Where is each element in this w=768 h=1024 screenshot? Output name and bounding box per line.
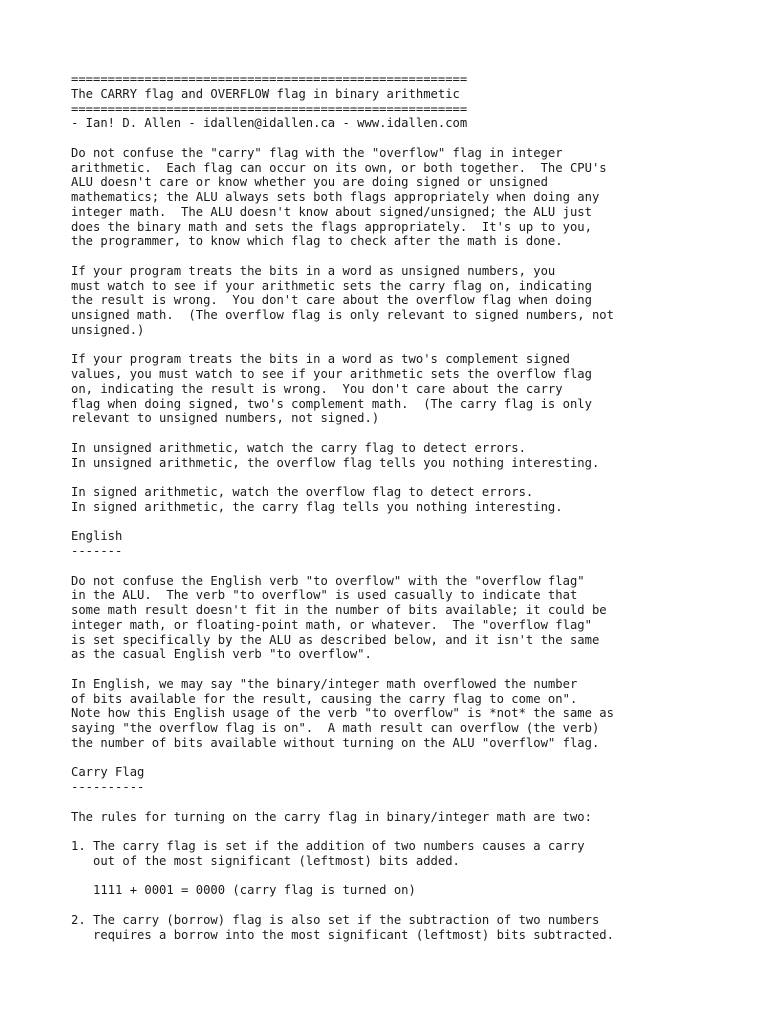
paragraph-line: some math result doesn't fit in the number of bits available; it could be — [71, 603, 607, 617]
list-item-line: 2. The carry (borrow) flag is also set if the subtraction of two numbers — [71, 912, 600, 927]
paragraph-line: arithmetic. Each flag can occur on its own, or both together. The CPU's — [71, 160, 607, 175]
paragraph-line: as the casual English verb "to overflow". — [71, 647, 372, 662]
blank-line — [71, 751, 751, 766]
paragraph-line: the result is wrong. You don't care about the overflow flag when doing — [71, 293, 592, 308]
paragraph-line: integer math, or floating-point math, or whatever. The "overflow flag" — [71, 617, 592, 632]
blank-line — [71, 131, 751, 146]
section-underline: ------- — [71, 544, 123, 558]
paragraph-line: is set specifically by the ALU as described below, and it isn't the same — [71, 632, 600, 647]
paragraph-line: If your program treats the bits in a word as two's complement signed — [71, 352, 570, 367]
paragraph-line: of bits available for the result, causing the carry flag to come on". — [71, 691, 578, 706]
paragraph-line: relevant to unsigned numbers, not signed.) — [71, 411, 380, 426]
paragraph-line: mathematics; the ALU always sets both flags appropriately when doing any — [71, 190, 600, 204]
summary-line: In signed arithmetic, watch the overflow flag to detect errors. — [71, 485, 534, 499]
blank-line — [71, 338, 751, 353]
paragraph-line: In English, we may say "the binary/integer math overflowed the number — [71, 676, 578, 691]
blank-line — [71, 824, 751, 839]
paragraph-line: ALU doesn't care or know whether you are doing signed or unsigned — [71, 175, 548, 190]
blank-line — [71, 470, 751, 485]
paragraph-line: unsigned.) — [71, 322, 145, 337]
paragraph-line: If your program treats the bits in a word as unsigned numbers, you — [71, 263, 556, 278]
list-item-line: requires a borrow into the most significant (leftmost) bits subtracted. — [71, 927, 614, 942]
paragraph-line: Do not confuse the "carry" flag with the "overflow" flag in integer — [71, 145, 563, 160]
paragraph-line: Do not confuse the English verb "to overflow" with the "overflow flag" — [71, 573, 585, 588]
document-page — [71, 72, 751, 942]
blank-line — [71, 662, 751, 677]
paragraph-line: in the ALU. The verb "to overflow" is used casually to indicate that — [71, 588, 578, 603]
summary-line: In unsigned arithmetic, the overflow flag tells you nothing interesting. — [71, 455, 600, 470]
section-heading-english: English — [71, 529, 123, 544]
blank-line — [71, 898, 751, 913]
paragraph-line: unsigned math. (The overflow flag is only relevant to signed numbers, not — [71, 308, 614, 322]
list-item-line: 1. The carry flag is set if the addition of two numbers causes a carry — [71, 839, 585, 853]
paragraph-line: the programmer, to know which flag to check after the math is done. — [71, 234, 563, 249]
blank-line — [71, 515, 751, 530]
summary-line: In signed arithmetic, the carry flag tells you nothing interesting. — [71, 499, 563, 514]
summary-line: In unsigned arithmetic, watch the carry flag to detect errors. — [71, 440, 526, 455]
paragraph-line: must watch to see if your arithmetic sets the carry flag on, indicating — [71, 278, 592, 293]
example-line: 1111 + 0001 = 0000 (carry flag is turned on) — [71, 883, 416, 898]
title-rule-top: ====================================================== — [71, 72, 468, 86]
document-title: The CARRY flag and OVERFLOW flag in binary arithmetic — [71, 86, 460, 101]
paragraph-line: flag when doing signed, two's complement math. (The carry flag is only — [71, 396, 592, 411]
blank-line — [71, 869, 751, 884]
list-item-line: out of the most significant (leftmost) bits added. — [71, 853, 460, 868]
paragraph-line: on, indicating the result is wrong. You don't care about the carry — [71, 381, 563, 396]
blank-line — [71, 559, 751, 574]
paragraph-line: saying "the overflow flag is on". A math result can overflow (the verb) — [71, 721, 600, 735]
section-heading-carry-flag: Carry Flag — [71, 765, 145, 780]
blank-line — [71, 249, 751, 264]
paragraph-line: the number of bits available without turning on the ALU "overflow" flag. — [71, 735, 600, 750]
section-underline: ---------- — [71, 780, 145, 794]
blank-line — [71, 795, 751, 810]
title-rule-bottom: ====================================================== — [71, 101, 468, 116]
author-line: - Ian! D. Allen - idallen@idallen.ca - www.idallen.com — [71, 116, 468, 131]
paragraph-line: Note how this English usage of the verb "to overflow" is *not* the same as — [71, 706, 614, 721]
blank-line — [71, 426, 751, 441]
paragraph-line: integer math. The ALU doesn't know about signed/unsigned; the ALU just — [71, 204, 592, 219]
paragraph-line: The rules for turning on the carry flag in binary/integer math are two: — [71, 809, 592, 824]
paragraph-line: does the binary math and sets the flags appropriately. It's up to you, — [71, 219, 592, 234]
paragraph-line: values, you must watch to see if your arithmetic sets the overflow flag — [71, 367, 592, 381]
